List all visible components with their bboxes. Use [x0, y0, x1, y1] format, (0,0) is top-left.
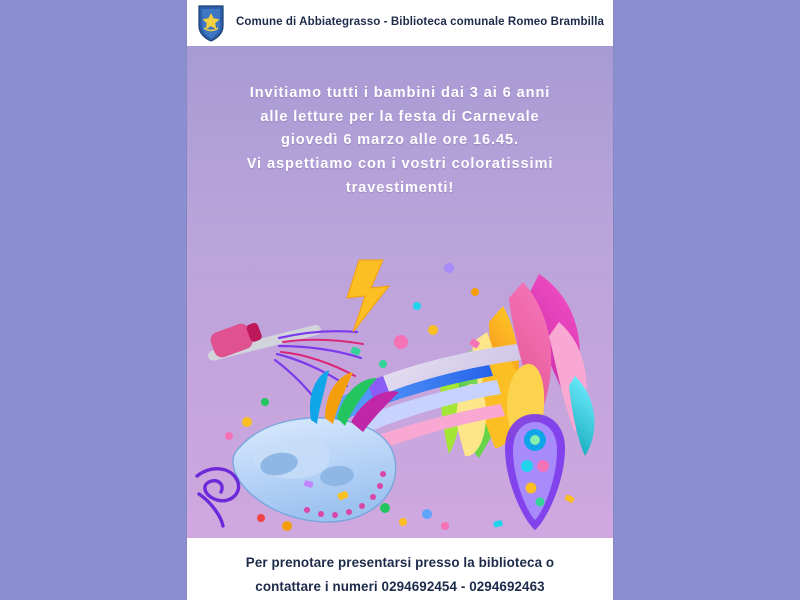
coat-of-arms-icon	[196, 4, 226, 42]
headline-line-4: Vi aspettiamo con i vostri coloratissimi	[246, 155, 554, 172]
peacock-feather-icon	[505, 414, 565, 530]
poster-footer	[187, 538, 613, 600]
headline-line-2: alle letture per la festa di Carnevale	[260, 108, 540, 125]
footer-line-1: Per prenotare presentarsi presso la biblioteca o	[245, 555, 555, 570]
header-title: Comune di Abbiategrasso - Biblioteca comunale Romeo Brambilla	[236, 16, 604, 29]
headline-line-5: travestimenti!	[345, 179, 455, 196]
headline-line-1: Invitiamo tutti i bambini dai 3 ai 6 anni	[249, 85, 551, 101]
lightning-bolt-icon	[347, 260, 389, 332]
carnival-mask-illustration	[187, 226, 613, 538]
poster-body	[187, 46, 613, 538]
footer-line-2: contattare i numeri 0294692454 - 0294692463	[255, 578, 545, 594]
headline-line-3: giovedì 6 marzo alle ore 16.45.	[281, 132, 519, 149]
headline-block	[187, 82, 613, 200]
poster-header	[187, 0, 613, 46]
poster-sheet	[187, 0, 613, 600]
